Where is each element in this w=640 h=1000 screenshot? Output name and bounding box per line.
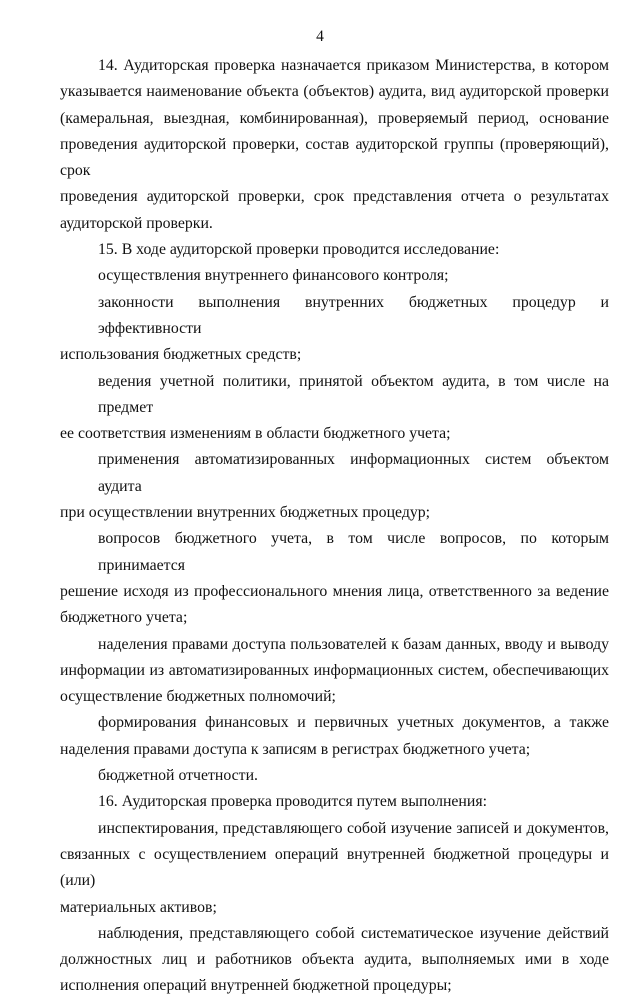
- paragraph-line: 15. В ходе аудиторской проверки проводится исследование:: [98, 241, 500, 259]
- paragraph: [60, 816, 609, 921]
- paragraph-line: использования бюджетных средств;: [60, 346, 302, 364]
- paragraph-line: указывается наименование объекта (объектов) аудита, вид аудиторской проверки: [60, 83, 609, 101]
- paragraph: [60, 526, 609, 631]
- paragraph-line: ее соответствия изменениям в области бюджетного учета;: [60, 425, 451, 443]
- paragraph-line: бюджетного учета;: [60, 609, 188, 627]
- paragraph-line: наделения правами доступа пользователей к базам данных, вводу и выводу: [98, 635, 609, 653]
- document-body: [60, 53, 609, 1000]
- page-number: 4: [316, 28, 324, 45]
- paragraph: [60, 237, 609, 263]
- paragraph-line: при осуществлении внутренних бюджетных процедур;: [60, 504, 431, 522]
- paragraph: [60, 710, 609, 763]
- paragraph-line: наделения правами доступа к записям в регистрах бюджетного учета;: [60, 740, 531, 758]
- paragraph-line: формирования финансовых и первичных учетных документов, а также: [98, 714, 609, 732]
- paragraph: [60, 263, 609, 289]
- paragraph-line: законности выполнения внутренних бюджетных процедур и эффективности: [98, 293, 609, 337]
- paragraph-line: должностных лиц и работников объекта аудита, выполняемых ими в ходе: [60, 951, 609, 969]
- paragraph-line: 16. Аудиторская проверка проводится путем выполнения:: [98, 793, 487, 811]
- paragraph: [60, 53, 609, 237]
- paragraph: [60, 369, 609, 448]
- paragraph-line: (камеральная, выездная, комбинированная), проверяемый период, основание: [60, 109, 609, 127]
- paragraph: [60, 290, 609, 369]
- paragraph: [60, 447, 609, 526]
- paragraph-line: вопросов бюджетного учета, в том числе вопросов, по которым принимается: [98, 530, 609, 574]
- paragraph: [60, 763, 609, 789]
- paragraph-line: материальных активов;: [60, 898, 217, 916]
- paragraph-line: проведения аудиторской проверки, срок представления отчета о результатах: [60, 188, 609, 206]
- paragraph-line: исполнения операций внутренней бюджетной процедуры;: [60, 977, 452, 995]
- paragraph-line: инспектирования, представляющего собой изучение записей и документов,: [98, 819, 609, 837]
- paragraph-line: осуществления внутреннего финансового контроля;: [98, 267, 449, 285]
- paragraph: [60, 789, 609, 815]
- paragraph-line: применения автоматизированных информационных систем объектом аудита: [98, 451, 609, 495]
- paragraph-line: осуществление бюджетных полномочий;: [60, 688, 336, 706]
- paragraph-line: информации из автоматизированных информационных систем, обеспечивающих: [60, 661, 609, 679]
- paragraph-line: ведения учетной политики, принятой объектом аудита, в том числе на предмет: [98, 372, 609, 416]
- paragraph-line: связанных с осуществлением операций внутренней бюджетной процедуры и (или): [60, 845, 609, 890]
- paragraph-line: проведения аудиторской проверки, состав аудиторской группы (проверяющий), срок: [60, 135, 609, 180]
- paragraph: [60, 921, 609, 1000]
- paragraph-line: аудиторской проверки.: [60, 214, 213, 232]
- paragraph-line: 14. Аудиторская проверка назначается приказом Министерства, в котором: [98, 57, 609, 74]
- paragraph: [60, 632, 609, 711]
- paragraph-line: решение исходя из профессионального мнения лица, ответственного за ведение: [60, 582, 609, 600]
- paragraph-line: бюджетной отчетности.: [98, 767, 258, 785]
- paragraph-line: наблюдения, представляющего собой систематическое изучение действий: [98, 924, 609, 942]
